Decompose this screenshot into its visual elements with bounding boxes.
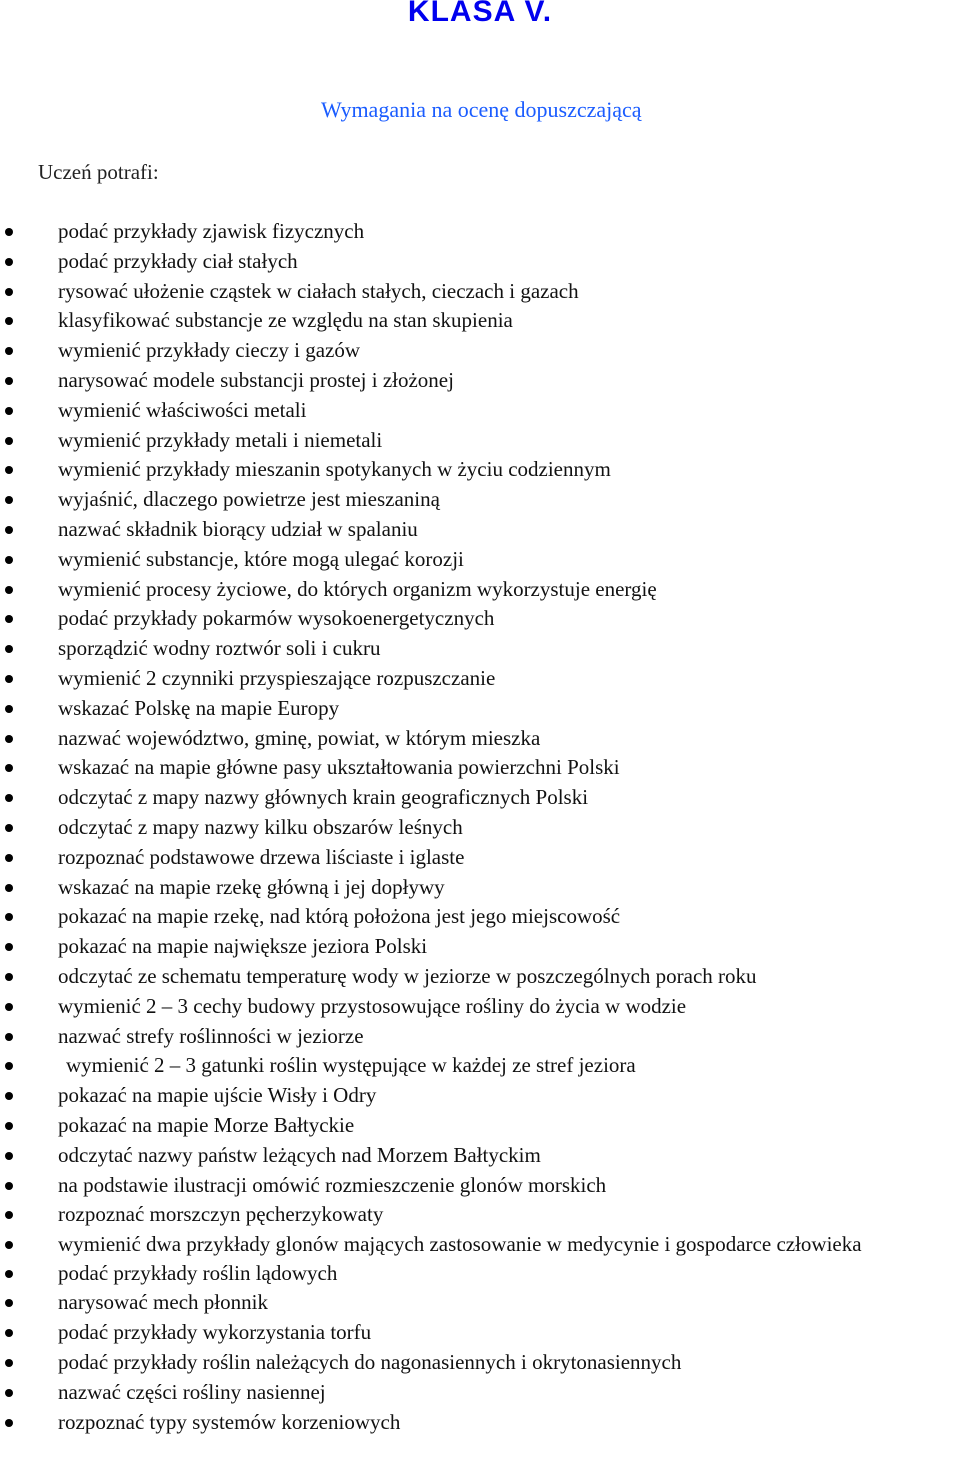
list-item-text: wymienić właściwości metali xyxy=(58,397,307,422)
list-item-text: wymienić 2 czynniki przyspieszające rozpuszczanie xyxy=(58,665,496,690)
list-item-text: nazwać składnik biorący udział w spalaniu xyxy=(58,516,418,541)
list-item xyxy=(0,813,960,843)
list-item xyxy=(0,694,960,724)
list-item-text: wymienić substancje, które mogą ulegać korozji xyxy=(58,546,464,571)
list-item-text: wymienić 2 – 3 gatunki roślin występujące w każdej ze stref jeziora xyxy=(66,1053,636,1078)
list-item xyxy=(0,575,960,605)
list-item xyxy=(0,545,960,575)
list-item-text: nazwać województwo, gminę, powiat, w którym mieszka xyxy=(58,725,541,750)
list-item-text: wymienić procesy życiowe, do których organizm wykorzystuje energię xyxy=(58,576,657,601)
list-item xyxy=(0,396,960,426)
list-item xyxy=(0,515,960,545)
list-item xyxy=(0,217,960,247)
list-item-text: klasyfikować substancje ze względu na stan skupienia xyxy=(58,308,513,333)
list-item-text: rozpoznać typy systemów korzeniowych xyxy=(58,1409,401,1434)
list-item xyxy=(0,783,960,813)
list-item-text: podać przykłady roślin należących do nagonasiennych i okrytonasiennych xyxy=(58,1349,682,1374)
list-item-text: wskazać na mapie główne pasy ukształtowania powierzchni Polski xyxy=(58,755,620,780)
list-item xyxy=(0,247,960,277)
list-item xyxy=(0,426,960,456)
list-item-text: wymienić przykłady mieszanin spotykanych w życiu codziennym xyxy=(58,457,611,482)
list-item xyxy=(0,753,960,783)
intro-text: Uczeń potrafi: xyxy=(38,160,159,184)
list-item-text: rozpoznać podstawowe drzewa liściaste i iglaste xyxy=(58,844,465,869)
list-item xyxy=(0,1318,960,1348)
list-item xyxy=(0,1171,960,1201)
list-item-text: pokazać na mapie rzekę, nad którą położona jest jego miejscowość xyxy=(58,904,621,929)
list-item xyxy=(0,306,960,336)
list-item xyxy=(0,634,960,664)
list-item xyxy=(0,277,960,307)
list-item-text: pokazać na mapie ujście Wisły i Odry xyxy=(58,1083,377,1108)
list-item-text: odczytać nazwy państw leżących nad Morzem Bałtyckim xyxy=(58,1142,541,1167)
list-item-text: nazwać części rośliny nasiennej xyxy=(58,1379,326,1404)
list-item xyxy=(0,1051,960,1081)
page-title: KLASA V. xyxy=(407,0,553,28)
list-item-text: narysować mech płonnik xyxy=(58,1290,268,1315)
list-item xyxy=(0,1288,960,1318)
list-item-text: odczytać ze schematu temperaturę wody w jeziorze w poszczególnych porach roku xyxy=(58,963,757,988)
list-item-text: podać przykłady wykorzystania torfu xyxy=(58,1320,372,1345)
list-item-text: podać przykłady zjawisk fizycznych xyxy=(58,219,365,243)
list-item-text: wymienić przykłady metali i niemetali xyxy=(58,427,383,452)
list-item xyxy=(0,902,960,932)
list-item xyxy=(0,1111,960,1141)
list-item xyxy=(0,1259,960,1289)
list-item xyxy=(0,932,960,962)
list-item-text: podać przykłady roślin lądowych xyxy=(58,1260,338,1285)
list-item xyxy=(0,1081,960,1111)
list-item xyxy=(0,1200,960,1230)
list-item-text: odczytać z mapy nazwy głównych krain geograficznych Polski xyxy=(58,785,589,810)
list-item-text: wyjaśnić, dlaczego powietrze jest mieszaniną xyxy=(58,487,440,512)
list-item xyxy=(0,1230,960,1259)
list-item-text: wymienić dwa przykłady glonów mających zastosowanie w medycynie i gospodarce człowieka xyxy=(58,1232,862,1257)
list-item xyxy=(0,1141,960,1171)
list-item-text: podać przykłady pokarmów wysokoenergetycznych xyxy=(58,606,495,631)
list-item xyxy=(0,1022,960,1052)
list-item-text: nazwać strefy roślinności w jeziorze xyxy=(58,1023,364,1048)
list-item xyxy=(0,604,960,634)
list-item xyxy=(0,1348,960,1378)
list-item xyxy=(0,843,960,873)
list-item xyxy=(0,664,960,694)
list-item xyxy=(0,485,960,515)
list-item-text: wymienić przykłady cieczy i gazów xyxy=(58,338,361,363)
list-item-text: odczytać z mapy nazwy kilku obszarów leśnych xyxy=(58,814,463,839)
requirements-list xyxy=(0,217,960,1437)
list-item-text: pokazać na mapie Morze Bałtyckie xyxy=(58,1112,355,1137)
list-item-text: pokazać na mapie największe jeziora Polski xyxy=(58,934,428,959)
list-item xyxy=(0,455,960,485)
list-item xyxy=(0,873,960,903)
list-item xyxy=(0,724,960,754)
list-item xyxy=(0,366,960,396)
list-item xyxy=(0,336,960,366)
list-item-text: rozpoznać morszczyn pęcherzykowaty xyxy=(58,1202,384,1227)
list-item-text: sporządzić wodny roztwór soli i cukru xyxy=(58,636,381,661)
list-item-text: rysować ułożenie cząstek w ciałach stałych, cieczach i gazach xyxy=(58,278,579,303)
list-item-text: narysować modele substancji prostej i złożonej xyxy=(58,367,454,392)
section-subtitle: Wymagania na ocenę dopuszczającą xyxy=(321,97,642,122)
list-item-text: wymienić 2 – 3 cechy budowy przystosowujące rośliny do życia w wodzie xyxy=(58,993,687,1018)
list-item-text: wskazać na mapie rzekę główną i jej dopływy xyxy=(58,874,445,899)
list-item xyxy=(0,1378,960,1408)
list-item xyxy=(0,962,960,992)
list-item xyxy=(0,1408,960,1438)
list-item-text: podać przykłady ciał stałych xyxy=(58,248,298,273)
list-item-text: na podstawie ilustracji omówić rozmieszczenie glonów morskich xyxy=(58,1172,607,1197)
list-item xyxy=(0,992,960,1022)
list-item-text: wskazać Polskę na mapie Europy xyxy=(58,695,340,720)
